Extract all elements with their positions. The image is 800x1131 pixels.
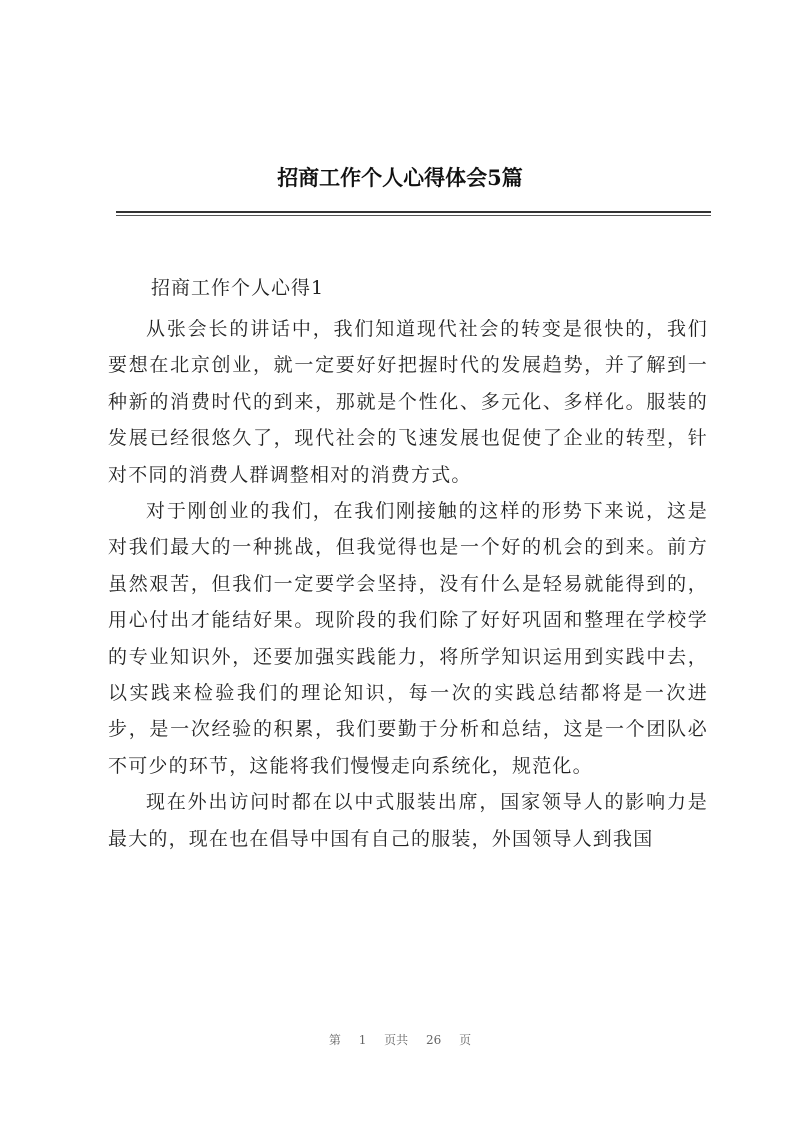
total-page-count: 26 [426,1033,442,1047]
page-label-suffix: 页 [459,1033,472,1047]
document-title: 招商工作个人心得体会5篇 [277,165,523,190]
page-label-prefix: 第 [328,1033,341,1047]
page-footer [0,1031,800,1048]
current-page-number: 1 [358,1033,367,1047]
paragraph: 从张会长的讲话中，我们知道现代社会的转变是很快的，我们要想在北京创业，就一定要好好把握时代的发展趋势，并了解到一种新的消费时代的到来，那就是个性化、多元化、多样化。服装的发展已经很悠久了，现代社会的飞速发展也促使了企业的转型，针对不同的消费人群调整相对的消费方式。 [108,318,708,486]
title-divider-thin [116,215,711,216]
section-heading: 招商工作个人心得1 [151,277,325,299]
page-label-mid: 页共 [384,1033,409,1047]
paragraph: 对于刚创业的我们，在我们刚接触的这样的形势下来说，这是对我们最大的一种挑战，但我觉得也是一个好的机会的到来。前方虽然艰苦，但我们一定要学会坚持，没有什么是轻易就能得到的，用心付出才能结好果。现阶段的我们除了好好巩固和整理在学校学的专业知识外，还要加强实践能力，将所学知识运用到实践中去，以实践来检验我们的理论知识，每一次的实践总结都将是一次进步，是一次经验的积累，我们要勤于分析和总结，这是一个团队必不可少的环节，这能将我们慢慢走向系统化，规范化。 [108,500,708,777]
paragraph: 现在外出访问时都在以中式服装出席，国家领导人的影响力是最大的，现在也在倡导中国有自己的服装，外国领导人到我国 [108,791,708,850]
document-body [108,311,708,857]
title-divider [116,211,711,213]
